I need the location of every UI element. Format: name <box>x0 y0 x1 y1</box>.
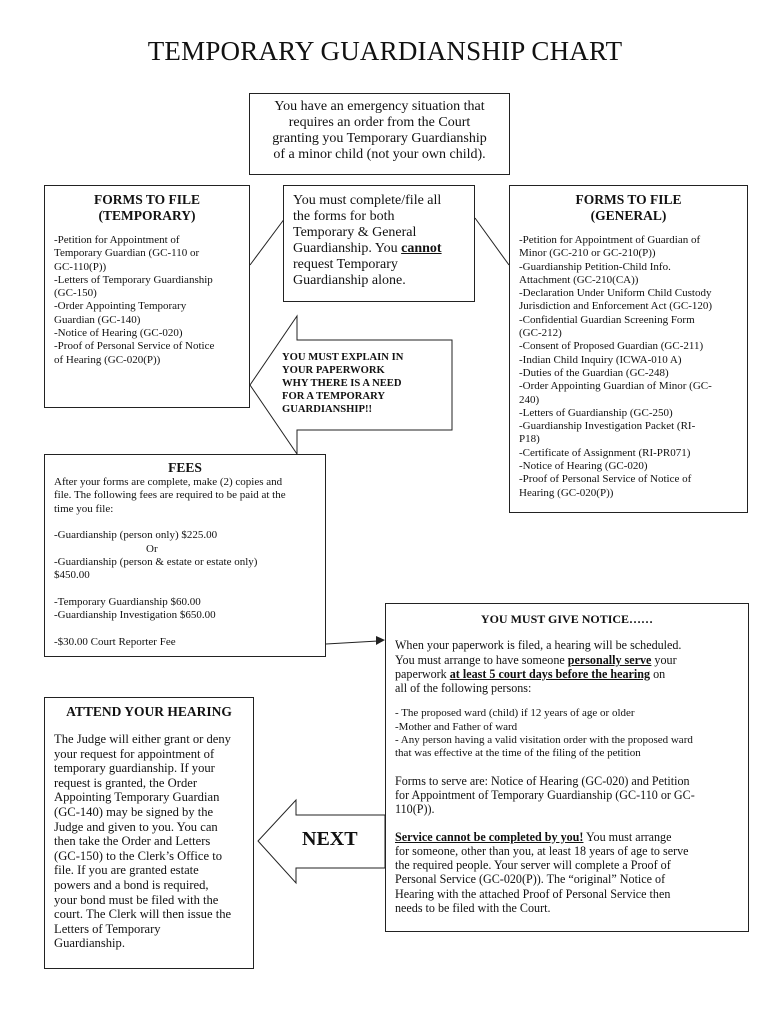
middle-line: Temporary & General <box>293 225 417 240</box>
notice-text: Forms to serve are: Notice of Hearing (GC-020) and Petition <box>395 773 690 788</box>
notice-text-part: your <box>651 652 677 667</box>
notice-text: Hearing with the attached Proof of Personal Service then <box>395 886 671 901</box>
general-forms-heading: FORMS TO FILE <box>575 192 682 207</box>
explain-line: GUARDIANSHIP!! <box>282 404 373 415</box>
general-form-line: -Guardianship Investigation Packet (RI- <box>519 420 696 433</box>
general-form-line: (GC-212) <box>519 327 562 340</box>
explain-arrow-text <box>282 351 432 416</box>
fees-text: time you file: <box>54 502 114 515</box>
general-form-line: -Proof of Personal Service of Notice of <box>519 473 692 486</box>
general-form-line: -Indian Child Inquiry (ICWA-010 A) <box>519 353 682 366</box>
hearing-line: Appointing Temporary Guardian <box>54 790 220 805</box>
notice-text <box>395 653 739 667</box>
notice-bullet: - The proposed ward (child) if 12 years of age or older <box>395 707 635 720</box>
both-forms-required-box <box>283 185 475 302</box>
emergency-line: of a minor child (not your own child). <box>273 147 486 162</box>
notice-text-part: You must arrange to have someone <box>395 652 568 667</box>
fee-item: $450.00 <box>54 569 90 582</box>
fees-to-notice-arrow-line <box>326 641 378 644</box>
middle-line: Guardianship alone. <box>293 273 406 288</box>
temporary-form-line: -Proof of Personal Service of Notice <box>54 340 215 353</box>
temporary-forms-subheading: (TEMPORARY) <box>98 208 196 223</box>
personally-serve-emphasis: personally serve <box>567 652 652 667</box>
general-form-line: -Declaration Under Uniform Child Custody <box>519 287 712 300</box>
next-arrow-label: NEXT <box>302 828 358 850</box>
explain-line: YOU MUST EXPLAIN IN <box>282 352 404 363</box>
general-form-line: Hearing (GC-020(P)) <box>519 486 614 499</box>
fees-heading: FEES <box>168 460 202 475</box>
emergency-line: requires an order from the Court <box>288 115 471 130</box>
hearing-line: your bond must be filed with the <box>54 892 219 907</box>
notice-text-part: You must arrange <box>583 829 672 844</box>
fee-item: -Guardianship (person & estate or estate only) <box>54 556 258 569</box>
middle-line: request Temporary <box>293 257 398 272</box>
attend-hearing-box <box>44 697 254 969</box>
connector-top-to-temporary <box>250 218 285 265</box>
fee-item: -Guardianship Investigation $650.00 <box>54 609 216 622</box>
general-form-line: -Notice of Hearing (GC-020) <box>519 460 648 473</box>
general-form-line: P18) <box>519 433 540 446</box>
temporary-forms-box <box>44 185 250 408</box>
hearing-line: then take the Order and Letters <box>54 834 211 849</box>
temporary-form-line: -Petition for Appointment of <box>54 234 180 246</box>
notice-bullet: -Mother and Father of ward <box>395 720 518 733</box>
explain-line: WHY THERE IS A NEED <box>282 378 402 389</box>
fee-item: -Guardianship (person only) $225.00 <box>54 529 218 542</box>
explain-line: YOUR PAPERWORK <box>282 365 385 376</box>
general-forms-list <box>519 234 738 500</box>
five-days-emphasis: at least 5 court days before the hearing <box>449 666 651 681</box>
general-form-line: Attachment (GC-210(CA)) <box>519 273 639 286</box>
temporary-form-line: -Notice of Hearing (GC-020) <box>54 327 183 340</box>
emergency-line: granting you Temporary Guardianship <box>272 131 487 146</box>
notice-text: 110(P)). <box>395 802 435 817</box>
general-forms-subheading: (GENERAL) <box>590 208 667 223</box>
hearing-line: your request for appointment of <box>54 746 215 761</box>
hearing-line: (GC-140) may be signed by the <box>54 804 214 819</box>
fee-item: -$30.00 Court Reporter Fee <box>54 635 176 648</box>
hearing-line: powers and a bond is required, <box>54 877 209 892</box>
general-form-line: -Order Appointing Guardian of Minor (GC- <box>519 380 712 393</box>
general-form-line: Jurisdiction and Enforcement Act (GC-120) <box>519 300 713 313</box>
temporary-form-line: Guardian (GC-140) <box>54 313 141 326</box>
hearing-heading: ATTEND YOUR HEARING <box>66 704 232 719</box>
hearing-line: temporary guardianship. If your <box>54 761 215 776</box>
emergency-situation-box <box>249 93 510 175</box>
hearing-text <box>54 732 244 951</box>
fees-text: file. The following fees are required to be paid at the <box>54 489 286 502</box>
hearing-line: Letters of Temporary <box>54 921 161 936</box>
hearing-line: file. If you are granted estate <box>54 863 199 878</box>
fees-to-notice-arrowhead <box>376 636 385 645</box>
notice-text: the required people. Your server will complete a Proof of <box>395 858 671 873</box>
notice-text: Personal Service (GC-020(P)). The “original” Notice of <box>395 872 666 887</box>
temporary-forms-heading: FORMS TO FILE <box>93 192 201 207</box>
hearing-line: court. The Clerk will then issue the <box>54 907 232 922</box>
temporary-form-line: GC-110(P)) <box>54 260 107 273</box>
notice-text: When your paperwork is filed, a hearing will be scheduled. <box>395 638 682 653</box>
notice-bullet: - Any person having a valid visitation order with the proposed ward <box>395 734 693 747</box>
temporary-form-line: of Hearing (GC-020(P)) <box>54 353 161 366</box>
notice-text-part: paperwork <box>395 666 450 681</box>
cannot-emphasis: cannot <box>401 241 442 256</box>
general-form-line: 240) <box>519 393 540 406</box>
fees-box <box>44 454 326 657</box>
temporary-form-line: (GC-150) <box>54 287 97 300</box>
explain-line: FOR A TEMPORARY <box>282 391 386 402</box>
hearing-line: Guardianship. <box>54 936 125 951</box>
give-notice-box <box>385 603 749 932</box>
service-warning-emphasis: Service cannot be completed by you! <box>395 829 584 844</box>
middle-line <box>293 241 465 257</box>
general-form-line: -Consent of Proposed Guardian (GC-211) <box>519 340 704 353</box>
general-form-line: -Certificate of Assignment (RI-PR071) <box>519 446 691 459</box>
general-form-line: -Letters of Guardianship (GC-250) <box>519 406 673 419</box>
notice-text: needs to be filed with the Court. <box>395 901 551 916</box>
notice-text: for someone, other than you, at least 18 years of age to serve <box>395 843 689 858</box>
notice-text: all of the following persons: <box>395 681 532 696</box>
notice-text-part: on <box>650 666 666 681</box>
connector-top-to-general <box>475 218 509 265</box>
fee-or: Or <box>146 542 158 555</box>
temporary-form-line: -Order Appointing Temporary <box>54 300 187 313</box>
hearing-line: Judge and given to you. You can <box>54 819 218 834</box>
hearing-line: The Judge will either grant or deny <box>54 732 231 746</box>
notice-text: for Appointment of Temporary Guardianship (GC-110 or GC- <box>395 787 695 802</box>
general-form-line: -Guardianship Petition-Child Info. <box>519 260 671 273</box>
notice-heading: YOU MUST GIVE NOTICE…… <box>480 612 654 626</box>
notice-text <box>395 667 739 681</box>
hearing-line: request is granted, the Order <box>54 775 198 790</box>
fees-text: After your forms are complete, make (2) copies and <box>54 476 283 488</box>
notice-bullet: that was effective at the time of the filing of the petition <box>395 747 641 760</box>
page-title: TEMPORARY GUARDIANSHIP CHART <box>147 36 623 66</box>
notice-text <box>395 830 739 844</box>
middle-line: the forms for both <box>293 209 395 224</box>
general-forms-box <box>509 185 748 513</box>
emergency-line: You have an emergency situation that <box>274 99 485 114</box>
middle-line: You must complete/file all <box>293 193 442 208</box>
temporary-forms-list <box>54 234 240 367</box>
general-form-line: -Confidential Guardian Screening Form <box>519 313 695 326</box>
temporary-form-line: -Letters of Temporary Guardianship <box>54 273 213 286</box>
fee-item: -Temporary Guardianship $60.00 <box>54 595 201 608</box>
hearing-line: (GC-150) to the Clerk’s Office to <box>54 848 222 863</box>
general-form-line: Minor (GC-210 or GC-210(P)) <box>519 247 656 260</box>
general-form-line: -Petition for Appointment of Guardian of <box>519 234 701 246</box>
general-form-line: -Duties of the Guardian (GC-248) <box>519 366 669 379</box>
middle-text: Guardianship. You <box>293 241 402 256</box>
temporary-form-line: Temporary Guardian (GC-110 or <box>54 247 200 260</box>
